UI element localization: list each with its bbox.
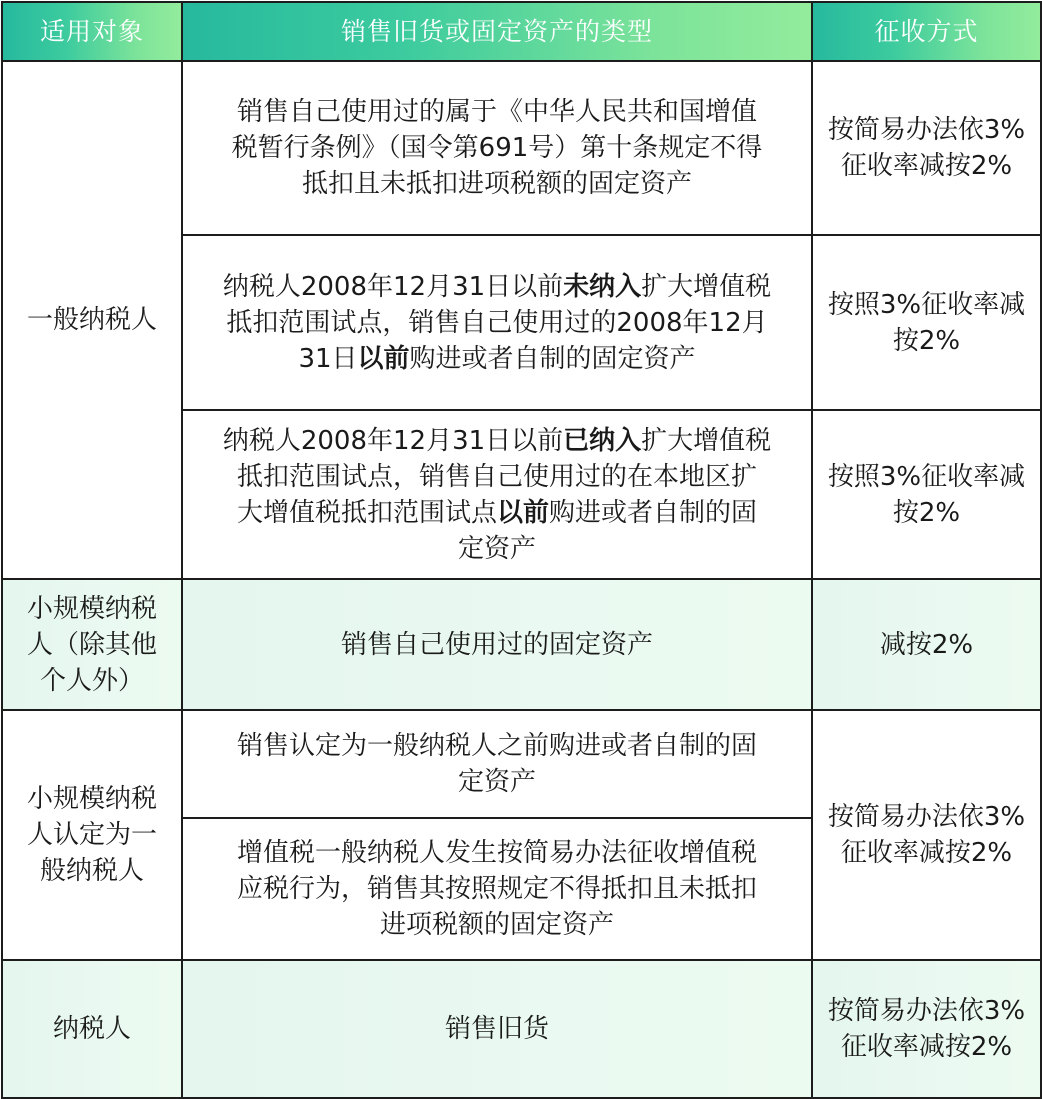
type-line: 应税行为，销售其按照规定不得抵扣且未抵扣 bbox=[236, 874, 757, 904]
type-bold-text: 以前 bbox=[357, 343, 410, 374]
method-line: 按照3%征收率减 bbox=[827, 461, 1026, 492]
method-line: 按2% bbox=[892, 325, 961, 356]
type-bold-text: 以前 bbox=[496, 497, 549, 528]
type-line: 抵扣且未抵扣进项税额的固定资产 bbox=[301, 169, 692, 199]
type-text: 大增值税抵扣范围试点 bbox=[236, 497, 497, 528]
method-line: 征收率减按2% bbox=[840, 838, 1013, 868]
type-cell bbox=[182, 710, 812, 818]
type-text: 纳税人2008年12月31日以前 bbox=[222, 271, 564, 302]
subject-line: 人认定为一 bbox=[26, 820, 157, 850]
subject-line: 小规模纳税 bbox=[26, 784, 157, 814]
subject-small-to-general bbox=[2, 710, 182, 960]
tax-collection-table bbox=[1, 1, 1042, 1099]
subject-general-taxpayer: 一般纳税人 bbox=[2, 61, 182, 579]
subject-line: 人（除其他 bbox=[26, 629, 157, 660]
method-line: 按简易办法依3% bbox=[827, 802, 1026, 832]
subject-small-scale-taxpayer bbox=[2, 579, 182, 710]
type-line: 定资产 bbox=[457, 767, 536, 797]
type-line bbox=[189, 269, 805, 305]
type-line: 抵扣范围试点，销售自己使用过的2008年12月 bbox=[226, 307, 768, 338]
type-line: 抵扣范围试点，销售自己使用过的在本地区扩 bbox=[236, 461, 757, 492]
type-text: 扩大增值税 bbox=[641, 425, 772, 456]
table-row bbox=[2, 710, 1041, 818]
type-line: 销售自己使用过的属于《中华人民共和国增值 bbox=[236, 97, 757, 127]
subject-line: 小规模纳税 bbox=[26, 593, 157, 624]
type-text: 纳税人2008年12月31日以前 bbox=[222, 425, 564, 456]
header-row bbox=[2, 2, 1041, 61]
method-cell bbox=[812, 410, 1041, 579]
type-line: 销售认定为一般纳税人之前购进或者自制的固 bbox=[236, 731, 757, 761]
type-bold-text: 未纳入 bbox=[563, 271, 642, 302]
method-line: 按照3%征收率减 bbox=[827, 289, 1026, 320]
subject-taxpayer: 纳税人 bbox=[2, 960, 182, 1098]
type-cell: 销售自己使用过的固定资产 bbox=[182, 579, 812, 710]
method-cell bbox=[812, 960, 1041, 1098]
method-line: 按2% bbox=[892, 497, 961, 528]
type-bold-text: 已纳入 bbox=[563, 425, 642, 456]
method-cell bbox=[812, 61, 1041, 235]
table-row bbox=[2, 579, 1041, 710]
type-line: 税暂行条例》（国令第691号）第十条规定不得 bbox=[231, 133, 763, 163]
type-line: 定资产 bbox=[457, 533, 536, 564]
type-line: 进项税额的固定资产 bbox=[379, 910, 614, 940]
type-text: 31日 bbox=[298, 343, 358, 374]
header-method: 征收方式 bbox=[812, 2, 1041, 61]
type-line: 增值税一般纳税人发生按简易办法征收增值税 bbox=[236, 838, 757, 868]
table-row bbox=[2, 960, 1041, 1098]
header-type: 销售旧货或固定资产的类型 bbox=[182, 2, 812, 61]
type-cell: 销售旧货 bbox=[182, 960, 812, 1098]
table-row bbox=[2, 61, 1041, 235]
type-line bbox=[189, 423, 805, 459]
type-line bbox=[189, 495, 805, 531]
type-cell bbox=[182, 235, 812, 410]
type-text: 购进或者自制的固 bbox=[549, 497, 758, 528]
method-line: 征收率减按2% bbox=[840, 151, 1013, 181]
method-cell: 减按2% bbox=[812, 579, 1041, 710]
method-cell bbox=[812, 710, 1041, 960]
method-line: 按简易办法依3% bbox=[827, 115, 1026, 145]
type-cell bbox=[182, 410, 812, 579]
subject-line: 般纳税人 bbox=[39, 856, 144, 886]
method-line: 征收率减按2% bbox=[840, 1032, 1013, 1062]
header-subject: 适用对象 bbox=[2, 2, 182, 61]
method-line: 按简易办法依3% bbox=[827, 996, 1026, 1026]
type-text: 扩大增值税 bbox=[641, 271, 772, 302]
type-cell bbox=[182, 61, 812, 235]
method-cell bbox=[812, 235, 1041, 410]
type-text: 购进或者自制的固定资产 bbox=[409, 343, 696, 374]
subject-line: 个人外） bbox=[39, 665, 144, 696]
type-cell bbox=[182, 818, 812, 960]
type-line bbox=[189, 341, 805, 377]
